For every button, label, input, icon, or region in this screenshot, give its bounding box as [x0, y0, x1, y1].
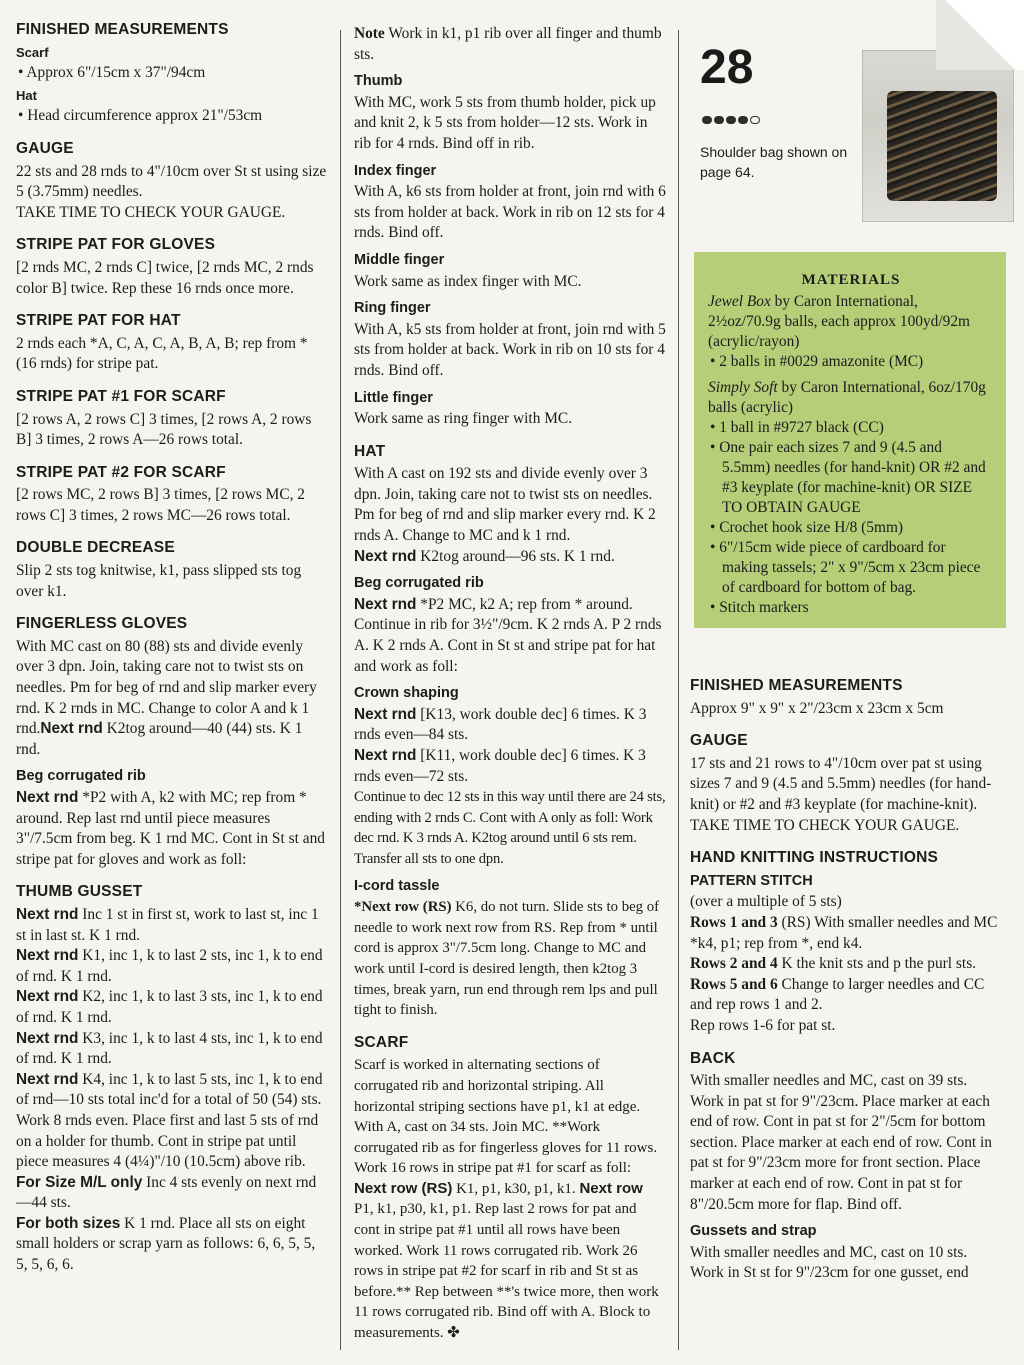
scarf-measurement: • Approx 6"/15cm x 37"/94cm	[16, 63, 328, 84]
heading-back: BACK	[690, 1049, 736, 1067]
heading-little-finger: Little finger	[354, 389, 433, 406]
scarf-text: Scarf is worked in alternating sections of corrugated rib and horizontal striping. All horizontal striping sections have p1, k1 at edge. With A, cast on 34 sts. Join MC. **Work corrugated rib as for fingerless gloves for 11 rows. Work 16 rows in stripe pat #1 for scarf as foll: Next row (RS) K1, p1, k30, p1, k1. Next row P1, k1, p30, k1, p1. Rep last 2 rows for pat and cont in stripe pat #1 until all rows have been worked. Work 11 rows corrugated rib. Work 26 rows in stripe pat #2 for scarf in rib and St st as before.** Rep between **'s twice more, then work 11 rows corrugated rib. Bind off with A. Block to measurements. ✤	[354, 1057, 659, 1342]
heading-middle-finger: Middle finger	[354, 251, 445, 268]
gussets-text: With smaller needles and MC, cast on 10 sts. Work in St st for 9"/23cm for one gusset, end	[690, 1243, 969, 1282]
photo-caption: Shoulder bag shown on page 64.	[700, 144, 848, 180]
shoulder-bag-photo	[862, 50, 1014, 222]
stripe2-text: [2 rows MC, 2 rows B] 3 times, [2 rows MC, 2 rows C] 3 times, 2 rows MC—26 rows total.	[16, 486, 306, 524]
heading-hat-corrugated-rib: Beg corrugated rib	[354, 575, 484, 592]
subheading-scarf: Scarf	[16, 44, 49, 60]
thumb-gusset-step: Next rnd K1, inc 1, k to last 2 sts, inc 1, k to end of rnd. K 1 rnd.	[16, 947, 323, 985]
yarn1-description: Jewel Box by Caron International, 2½oz/70.9g balls, each approx 100yd/92m (acrylic/rayon)	[708, 293, 971, 350]
bag-gauge-text: 17 sts and 21 rows to 4"/10cm over pat st using sizes 7 and 9 (4.5 and 5.5mm) needles (for hand-knit) or #2 and #3 keyplate (for machine-knit).	[690, 754, 992, 813]
materials-item: • Stitch markers	[708, 598, 994, 618]
materials-title: MATERIALS	[801, 272, 901, 288]
pattern-rows-2-4: Rows 2 and 4 K the knit sts and p the purl sts.	[690, 955, 977, 973]
heading-beg-corrugated-rib: Beg corrugated rib	[16, 768, 146, 785]
pattern-rows-1-3: Rows 1 and 3 (RS) With smaller needles and MC *k4, p1; rep from *, end k4.	[690, 913, 998, 952]
pattern-repeat: Rep rows 1-6 for pat st.	[690, 1016, 836, 1034]
gauge-text: 22 sts and 28 rnds to 4"/10cm over St st using size 5 (3.75mm) needles.	[16, 162, 327, 201]
heading-double-decrease: DOUBLE DECREASE	[16, 539, 175, 557]
materials-box	[694, 252, 1006, 628]
bag-measurements: Approx 9" x 9" x 2"/23cm x 23cm x 5cm	[690, 699, 944, 717]
crown-step: Next rnd [K13, work double dec] 6 times. K 3 rnds even—84 sts.	[354, 705, 647, 744]
difficulty-filled-icon	[726, 116, 736, 124]
column-left	[16, 20, 328, 1276]
subheading-hat: Hat	[16, 87, 37, 103]
thumb-gusset-step: Next rnd Inc 1 st in first st, work to last st, inc 1 st in last st. K 1 rnd.	[16, 905, 319, 944]
heading-stripe1-scarf: STRIPE PAT #1 FOR SCARF	[16, 387, 226, 405]
bag-image	[887, 91, 997, 201]
heading-bag-gauge: GAUGE	[690, 732, 748, 750]
heading-stripe-gloves: STRIPE PAT FOR GLOVES	[16, 236, 216, 254]
heading-fingerless-gloves: FINGERLESS GLOVES	[16, 615, 188, 633]
page-corner-fold	[936, 0, 1024, 70]
materials-item: • 6"/15cm wide piece of cardboard for making tassels; 2" x 9"/5cm x 23cm piece of cardboard for bottom of bag.	[708, 538, 994, 598]
difficulty-empty-icon	[750, 116, 760, 124]
difficulty-filled-icon	[714, 116, 724, 124]
heading-thumb-gusset: THUMB GUSSET	[16, 883, 143, 901]
crown-continue: Continue to dec 12 sts in this way until there are 24 sts, ending with 2 rnds C. Cont with A only as foll: Work dec rnd. K 3 rnds A. K2tog around until 6 sts rem. Transfer all sts to one dpn.	[354, 789, 666, 867]
yarn1-quantity: • 2 balls in #0029 amazonite (MC)	[708, 352, 994, 372]
gauge-check: TAKE TIME TO CHECK YOUR GAUGE.	[16, 203, 286, 221]
back-text: With smaller needles and MC, cast on 39 sts. Work in pat st for 9"/23cm. Place marker at each end of row. Cont in pat st for 2"/5cm for bottom section. Place marker at each end of row. Cont in pat st for 9"/23cm more for front section. Place marker at each end of row. Cont in pat st for 8"/20.5cm more for flap. Bind off.	[690, 1072, 993, 1213]
fingerless-gloves-text: With MC cast on 80 (88) sts and divide evenly over 3 dpn. Join, taking care not to twist sts on needles. Pm for beg of rnd and slip marker every rnd. K 2 rnds in MC. Change to color A and k 1 rnd.Next rnd K2tog around—40 (44) sts. K 1 rnd.	[16, 637, 317, 758]
materials-item: • 1 ball in #9727 black (CC)	[708, 418, 994, 438]
column-divider	[340, 30, 341, 1350]
column-divider	[678, 30, 679, 1350]
heading-gauge: GAUGE	[16, 139, 74, 157]
heading-crown-shaping: Crown shaping	[354, 685, 459, 702]
heading-index-finger: Index finger	[354, 162, 437, 179]
heading-stripe-hat: STRIPE PAT FOR HAT	[16, 312, 181, 330]
crown-step: Next rnd [K11, work double dec] 6 times. K 3 rnds even—72 sts.	[354, 747, 646, 785]
materials-item: • Crochet hook size H/8 (5mm)	[708, 518, 994, 538]
difficulty-filled-icon	[738, 116, 748, 124]
heading-thumb: Thumb	[354, 73, 403, 90]
hat-measurement: • Head circumference approx 21"/53cm	[16, 106, 328, 127]
heading-hat: HAT	[354, 442, 386, 460]
ring-finger-text: With A, k5 sts from holder at front, join rnd with 5 sts from holder at back. Work in rib on 10 sts for 4 rnds. Bind off.	[354, 320, 666, 379]
column-right	[690, 676, 1002, 1284]
difficulty-rating	[702, 116, 760, 124]
heading-hand-knitting: HAND KNITTING INSTRUCTIONS	[690, 849, 939, 867]
heading-gussets-strap: Gussets and strap	[690, 1223, 817, 1240]
stripe-gloves-text: [2 rnds MC, 2 rnds C] twice, [2 rnds MC, 2 rnds color B] twice. Rep these 16 rnds once more.	[16, 258, 314, 297]
stripe-hat-text: 2 rnds each *A, C, A, C, A, B, A, B; rep from * (16 rnds) for stripe pat.	[16, 334, 308, 373]
index-finger-text: With A, k6 sts from holder at front, join rnd with 6 sts from holder at back. Work in rib on 12 sts for 4 rnds. Bind off.	[354, 183, 666, 242]
pattern-multiple: (over a multiple of 5 sts)	[690, 893, 842, 911]
bag-gauge-check: TAKE TIME TO CHECK YOUR GAUGE.	[690, 816, 960, 834]
heading-icord-tassle: I-cord tassle	[354, 877, 440, 894]
heading-ring-finger: Ring finger	[354, 300, 431, 317]
thumb-gusset-step: Next rnd K3, inc 1, k to last 4 sts, inc 1, k to end of rnd. K 1 rnd.	[16, 1029, 323, 1068]
double-decrease-text: Slip 2 sts tog knitwise, k1, pass slipped sts tog over k1.	[16, 562, 302, 600]
stripe1-text: [2 rows A, 2 rows C] 3 times, [2 rows A, 2 rows B] 3 times, 2 rows A—26 rows total.	[16, 410, 312, 449]
both-sizes-text: For both sizes K 1 rnd. Place all sts on eight small holders or scrap yarn as follows: 6, 6, 5, 5, 5, 5, 6, 6.	[16, 1214, 316, 1274]
hat-text: With A cast on 192 sts and divide evenly over 3 dpn. Join, taking care not to twist sts on needles. Pm for beg of rnd and slip marker every rnd. K 2 rnds A. Change to MC and k 1 rnd.	[354, 465, 656, 545]
heading-finished-measurements: FINISHED MEASUREMENTS	[16, 21, 229, 38]
thumb-gusset-step: Next rnd K2, inc 1, k to last 3 sts, inc 1, k to end of rnd. K 1 rnd.	[16, 988, 323, 1026]
heading-stripe2-scarf: STRIPE PAT #2 FOR SCARF	[16, 463, 226, 481]
icord-text: *Next row (RS) K6, do not turn. Slide sts to beg of needle to work next row from RS. Rep from * until cord is approx 3"/7.5cm long. Change to MC and work until I-cord is desired length, then k2tog 3 times, break yarn, run end through rem lps and pull tight to finish.	[354, 899, 660, 1019]
thumb-gusset-step: Next rnd K4, inc 1, k to last 5 sts, inc 1, k to end of rnd—10 sts total inc'd for a total of 50 (54) sts. Work 8 rnds even. Place first and last 5 sts of rnd on a holder for thumb. Cont in stripe pat until piece measures 4 (4¼)"/10 (10.5cm) above rib.	[16, 1070, 323, 1171]
yarn2-description: Simply Soft by Caron International, 6oz/170g balls (acrylic)	[708, 379, 986, 416]
note-text: Note Work in k1, p1 rib over all finger and thumb sts.	[354, 25, 662, 63]
size-ml-text: For Size M/L only Inc 4 sts evenly on next rnd—44 sts.	[16, 1173, 317, 1212]
hat-corrugated-rib-text: Next rnd *P2 MC, k2 A; rep from * around. Continue in rib for 3½"/9cm. K 2 rnds A. P 2 rnds A. K 2 rnds A. Cont in St st and stripe pat for hat and work as foll:	[354, 595, 662, 675]
pattern-rows-5-6: Rows 5 and 6 Change to larger needles and CC and rep rows 1 and 2.	[690, 975, 985, 1014]
project-number: 28	[700, 41, 754, 94]
heading-bag-finished-measurements: FINISHED MEASUREMENTS	[690, 677, 903, 694]
difficulty-filled-icon	[702, 116, 712, 124]
middle-finger-text: Work same as index finger with MC.	[354, 272, 582, 290]
corrugated-rib-text: Next rnd *P2 with A, k2 with MC; rep from * around. Rep last rnd until piece measures 3"/7.5cm from beg. K 1 rnd MC. Cont in St st and stripe pat for gloves and work as foll:	[16, 789, 325, 868]
hat-next-rnd: Next rnd K2tog around—96 sts. K 1 rnd.	[354, 547, 615, 565]
heading-pattern-stitch: PATTERN STITCH	[690, 872, 813, 889]
heading-scarf: SCARF	[354, 1033, 409, 1051]
materials-item: • One pair each sizes 7 and 9 (4.5 and 5.5mm) needles (for hand-knit) OR #2 and #3 keyplate (for machine-knit) OR SIZE TO OBTAIN GAUGE	[708, 438, 994, 518]
thumb-text: With MC, work 5 sts from thumb holder, pick up and knit 2, k 5 sts from holder—12 sts. Work in rib for 4 rnds. Bind off in rib.	[354, 93, 656, 152]
column-middle	[354, 20, 666, 1344]
little-finger-text: Work same as ring finger with MC.	[354, 410, 573, 428]
